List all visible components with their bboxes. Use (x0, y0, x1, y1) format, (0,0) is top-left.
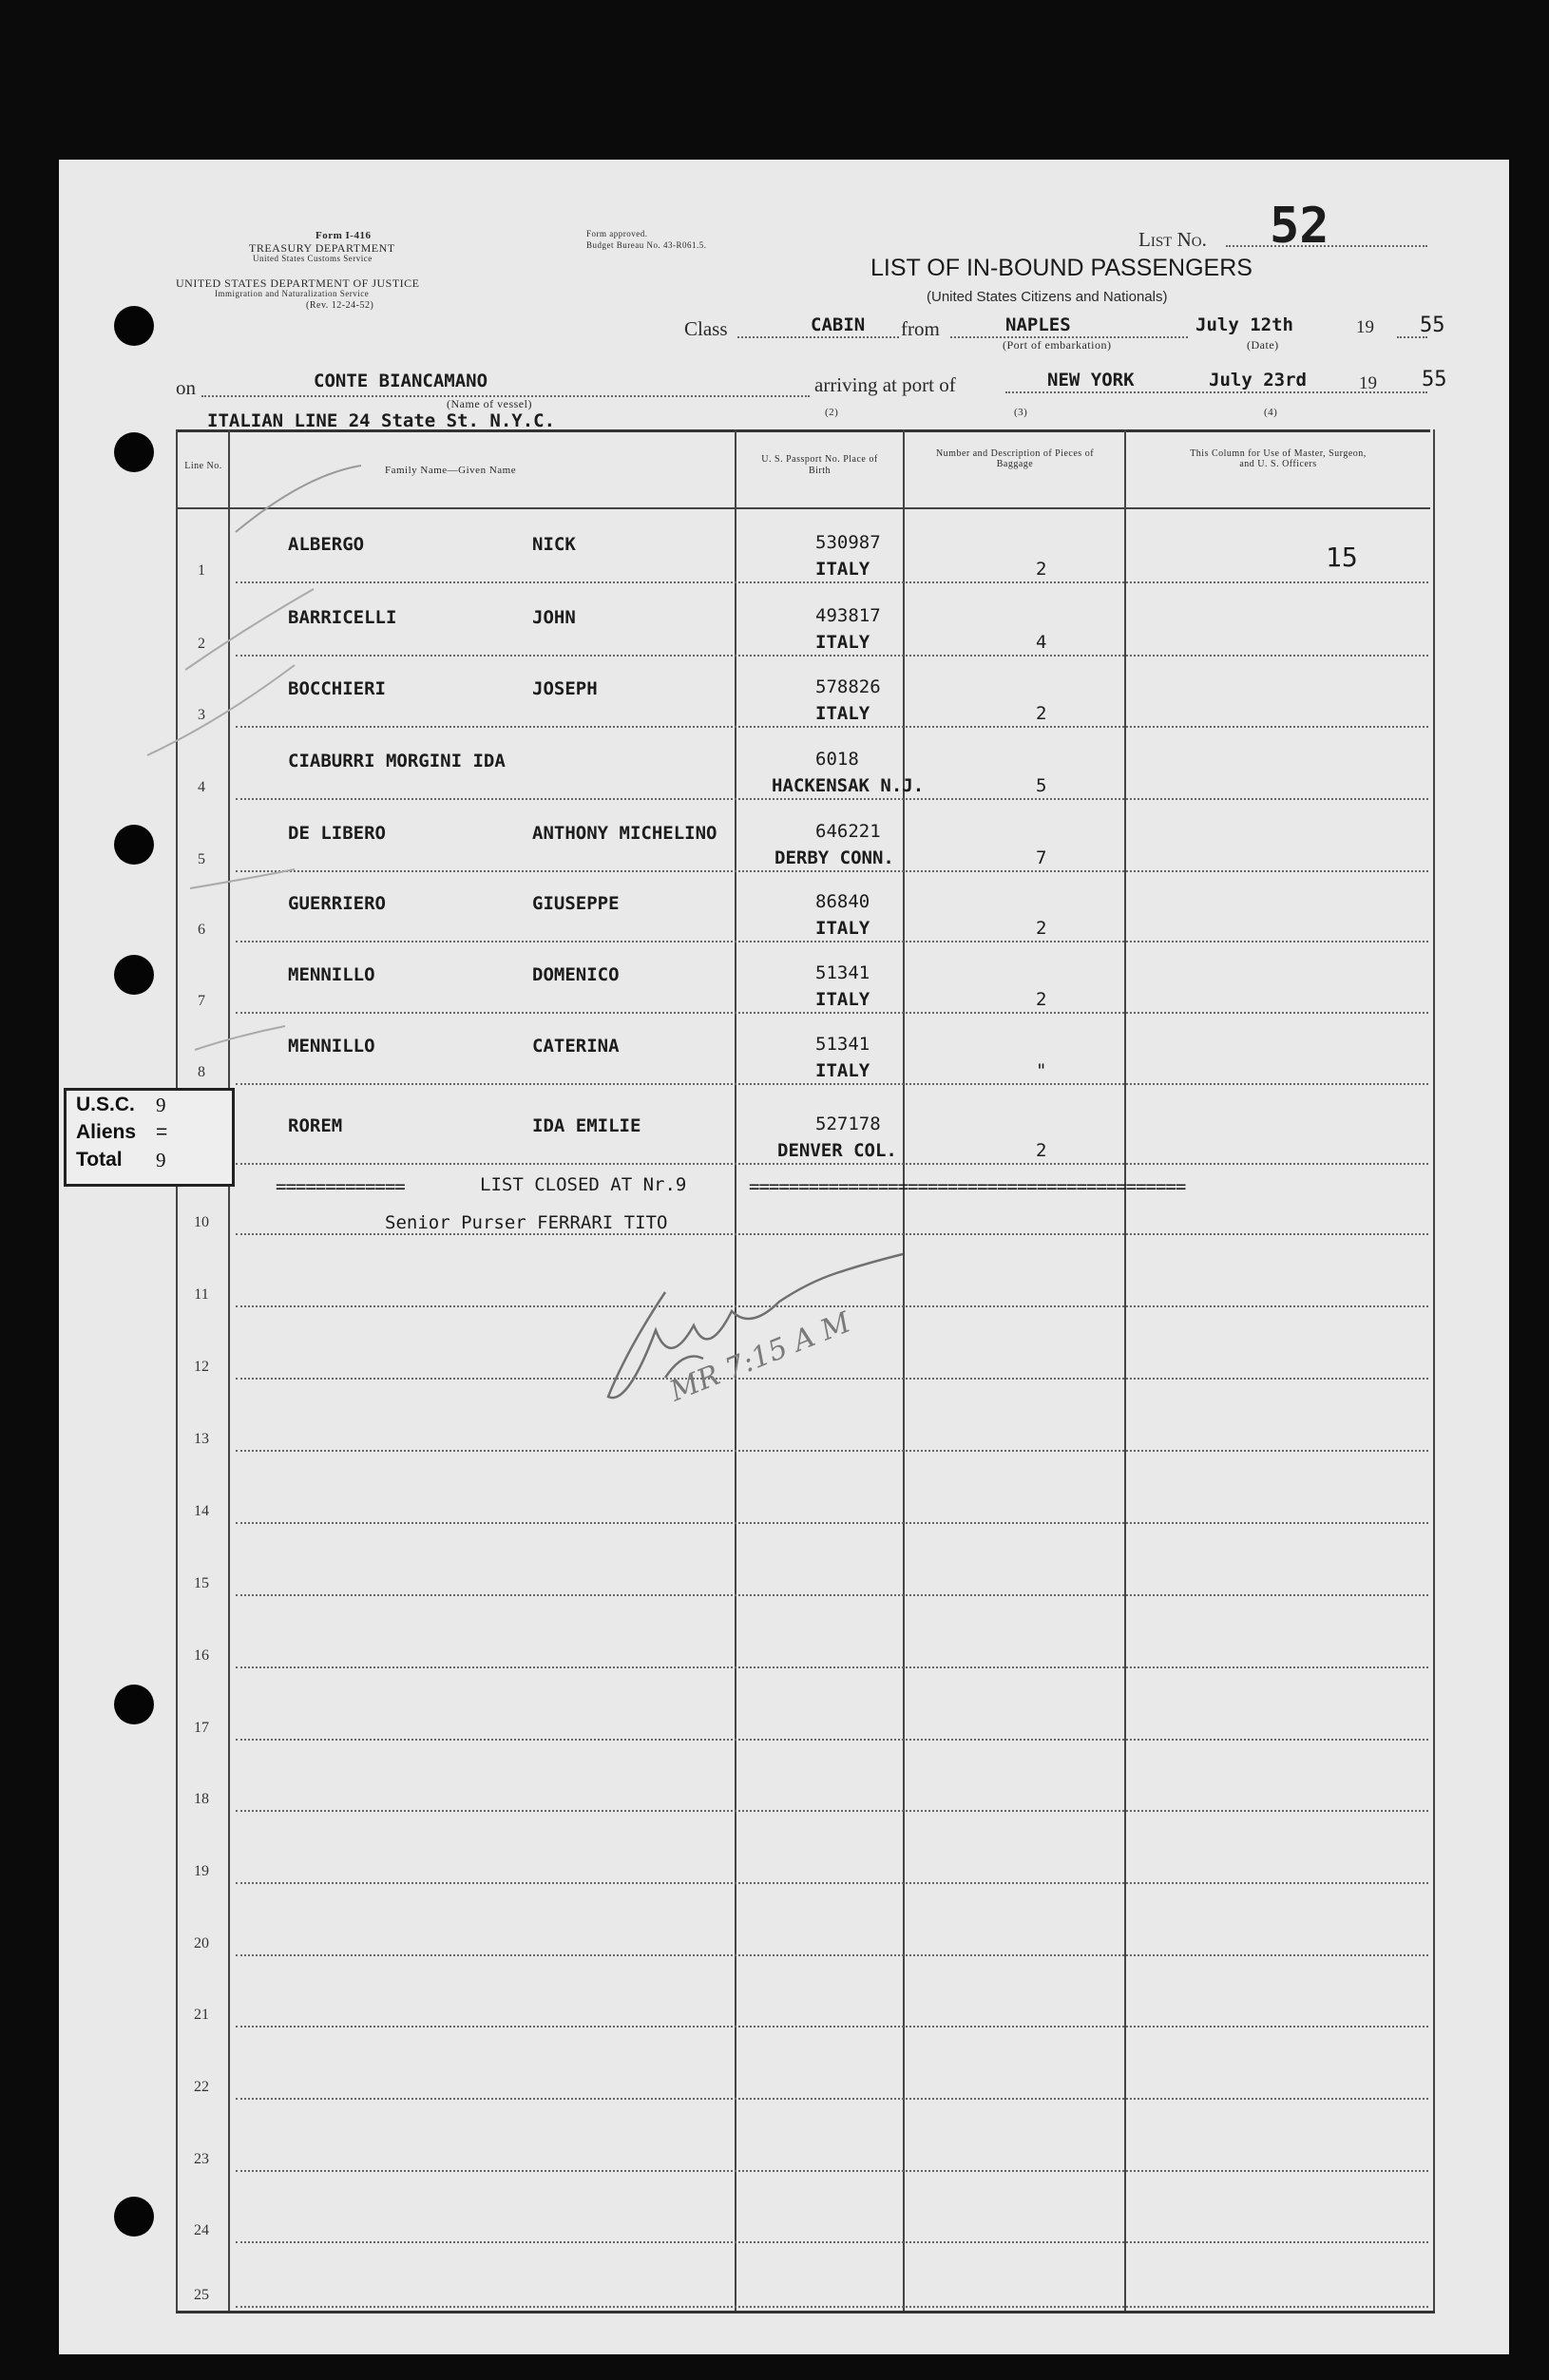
row-rule (236, 2241, 1428, 2243)
row-rule (236, 1594, 1428, 1596)
usc-label: U.S.C. (76, 1094, 135, 1115)
passenger-given-name: GIUSEPPE (532, 893, 620, 914)
binder-hole (114, 955, 154, 995)
line-number: 3 (198, 707, 205, 723)
embark-date: July 12th (1195, 314, 1293, 335)
row-rule (236, 1305, 1428, 1307)
form-number: Form I-416 (316, 230, 372, 241)
line-number: 18 (194, 1791, 209, 1807)
baggage-count: 2 (1036, 989, 1047, 1010)
customs-service: United States Customs Service (253, 254, 373, 263)
line-number: 7 (198, 993, 205, 1009)
passport-number: 51341 (815, 1034, 870, 1055)
passenger-family-name: MENNILLO (288, 1036, 375, 1057)
row-rule (236, 1522, 1428, 1524)
vessel-name: CONTE BIANCAMANO (314, 371, 488, 391)
header-baggage: Number and Description of Pieces of Baggage (935, 448, 1095, 469)
row-rule (236, 1882, 1428, 1884)
usc-count: 9 (156, 1094, 166, 1116)
line-number: 21 (194, 2007, 209, 2023)
line-number: 11 (194, 1286, 209, 1303)
class-value: CABIN (811, 314, 866, 335)
baggage-count: 4 (1036, 632, 1047, 653)
passport-number: 86840 (815, 891, 870, 912)
date-caption: (Date) (1247, 338, 1279, 352)
row-rule (236, 1083, 1428, 1085)
line-number: 1 (198, 562, 205, 579)
port-arrival: NEW YORK (1047, 370, 1135, 390)
total-label: Total (76, 1149, 123, 1171)
binder-hole (114, 2197, 154, 2237)
passport-number: 578826 (815, 676, 881, 697)
place-of-birth: DERBY CONN. (774, 847, 894, 868)
place-of-birth: ITALY (815, 559, 870, 580)
row-rule (236, 1954, 1428, 1956)
closing-rule-right: ============================================ (749, 1176, 1186, 1197)
line-number: 10 (194, 1214, 209, 1230)
place-of-birth: ITALY (815, 989, 870, 1010)
row-rule (236, 1378, 1428, 1380)
closing-rule-left: ============= (276, 1176, 405, 1197)
passenger-family-name: ALBERGO (288, 534, 365, 555)
passenger-given-name: IDA EMILIE (532, 1115, 641, 1136)
total-count: 9 (156, 1149, 166, 1171)
row-rule (236, 870, 1428, 872)
binder-hole (114, 825, 154, 865)
passport-number: 527178 (815, 1114, 881, 1134)
class-label: Class (684, 317, 728, 340)
line-number: 17 (194, 1720, 209, 1736)
totals-stamp (64, 1088, 235, 1187)
place-of-birth: ITALY (815, 703, 870, 724)
year-prefix-embark: 19 (1356, 317, 1374, 337)
baggage-count: 2 (1036, 1140, 1047, 1161)
table-right-border (1433, 429, 1435, 2311)
row-rule (236, 1739, 1428, 1741)
place-of-birth: ITALY (815, 918, 870, 939)
passenger-given-name: JOSEPH (532, 678, 598, 699)
class-underline (737, 336, 899, 338)
baggage-col-divider (1124, 429, 1126, 2311)
on-label: on (176, 376, 196, 399)
row-rule (236, 1666, 1428, 1668)
binder-hole (114, 1685, 154, 1724)
page-title: LIST OF IN-BOUND PASSENGERS (870, 255, 1253, 281)
passport-number: 530987 (815, 532, 881, 553)
arrival-date: July 23rd (1209, 370, 1307, 390)
passenger-family-name: BOCCHIERI (288, 678, 386, 699)
line-number: 23 (194, 2151, 209, 2167)
passport-number: 646221 (815, 821, 881, 842)
line-number: 22 (194, 2079, 209, 2095)
passenger-given-name: ANTHONY MICHELINO (532, 823, 717, 844)
line-number: 13 (194, 1431, 209, 1447)
line-number: 5 (198, 851, 205, 867)
embark-year: 55 (1420, 314, 1445, 337)
line-number: 19 (194, 1863, 209, 1879)
line-number: 2 (198, 636, 205, 652)
line-number: 15 (194, 1575, 209, 1591)
line-number: 12 (194, 1359, 209, 1375)
shipping-line: ITALIAN LINE 24 State St. N.Y.C. (207, 410, 556, 431)
place-of-birth: ITALY (815, 632, 870, 653)
passenger-given-name: DOMENICO (532, 964, 620, 985)
line-number: 25 (194, 2287, 209, 2303)
ins-service: Immigration and Naturalization Service (215, 289, 370, 298)
purser-name: Senior Purser FERRARI TITO (385, 1212, 668, 1233)
officer-note: 15 (1326, 542, 1358, 573)
passenger-given-name: NICK (532, 534, 576, 555)
passport-number: 6018 (815, 749, 859, 770)
arriving-label: arriving at port of (814, 373, 956, 396)
treasury-dept: TREASURY DEPARTMENT (249, 241, 395, 255)
passport-number: 51341 (815, 962, 870, 983)
line-number: 6 (198, 922, 205, 938)
row-rule (236, 1233, 1428, 1235)
passenger-family-name: CIABURRI MORGINI IDA (288, 751, 506, 771)
baggage-count: 2 (1036, 703, 1047, 724)
row-rule (236, 1810, 1428, 1812)
line-number: 4 (198, 779, 205, 795)
line-number: 20 (194, 1935, 209, 1952)
passenger-family-name: MENNILLO (288, 964, 375, 985)
row-rule (236, 2098, 1428, 2100)
passenger-family-name: GUERRIERO (288, 893, 386, 914)
table-top-rule (176, 429, 1430, 432)
place-of-birth: ITALY (815, 1060, 870, 1081)
passport-col-divider (903, 429, 905, 2311)
header-passport: U. S. Passport No. Place of Birth (761, 454, 878, 476)
header-officers: This Column for Use of Master, Surgeon, and U. S. Officers (1190, 448, 1367, 469)
row-rule (236, 2170, 1428, 2172)
passenger-family-name: BARRICELLI (288, 607, 397, 628)
header-name: Family Name—Given Name (385, 465, 517, 476)
from-label: from (901, 317, 940, 340)
row-rule (236, 726, 1428, 728)
revision: (Rev. 12-24-52) (306, 300, 374, 311)
passenger-family-name: ROREM (288, 1115, 343, 1136)
binder-hole (114, 306, 154, 346)
line-number: 24 (194, 2222, 209, 2238)
row-rule (236, 1012, 1428, 1014)
header-line-no: Line No. (184, 461, 222, 471)
place-of-birth: HACKENSAK N.J. (772, 775, 925, 796)
table-bottom-rule (176, 2311, 1435, 2313)
line-number: 14 (194, 1503, 209, 1519)
baggage-count: 2 (1036, 559, 1047, 580)
col-2-label: (2) (825, 407, 839, 418)
vessel-caption: (Name of vessel) (447, 397, 532, 410)
aliens-label: Aliens (76, 1121, 137, 1143)
header-bottom-rule (176, 507, 1430, 509)
arrival-year: 55 (1422, 368, 1447, 391)
line-number: 8 (198, 1064, 205, 1080)
row-rule (236, 2026, 1428, 2028)
embark-caption: (Port of embarkation) (1003, 338, 1112, 352)
line-number: 16 (194, 1647, 209, 1664)
list-no-label: List No. (1138, 228, 1207, 251)
baggage-count: 2 (1036, 918, 1047, 939)
row-rule (236, 655, 1428, 657)
list-closed-note: LIST CLOSED AT Nr.9 (480, 1174, 687, 1195)
col-4-label: (4) (1264, 407, 1278, 418)
col-3-label: (3) (1014, 407, 1028, 418)
time-annotation: MR 7:15 A M (665, 1305, 856, 1409)
row-rule (236, 941, 1428, 942)
row-rule (236, 1163, 1428, 1165)
row-rule (236, 1450, 1428, 1452)
form-approved: Form approved. (586, 229, 648, 238)
row-rule (236, 581, 1428, 583)
list-number: 52 (1270, 198, 1329, 255)
aliens-count: = (156, 1121, 168, 1143)
baggage-count: 5 (1036, 775, 1047, 796)
line-col-divider (228, 429, 230, 2311)
year-prefix-arrive: 19 (1359, 373, 1377, 393)
baggage-count: " (1036, 1060, 1047, 1081)
row-rule (236, 2306, 1428, 2308)
passenger-family-name: DE LIBERO (288, 823, 386, 844)
table-left-border (176, 429, 178, 2311)
justice-dept: UNITED STATES DEPARTMENT OF JUSTICE (176, 276, 420, 290)
passport-number: 493817 (815, 605, 881, 626)
place-of-birth: DENVER COL. (777, 1140, 897, 1161)
page-subtitle: (United States Citizens and Nationals) (927, 289, 1168, 305)
port-embarkation: NAPLES (1005, 314, 1071, 335)
passenger-given-name: JOHN (532, 607, 576, 628)
budget-bureau: Budget Bureau No. 43-R061.5. (586, 240, 707, 250)
baggage-count: 7 (1036, 847, 1047, 868)
passenger-given-name: CATERINA (532, 1036, 620, 1057)
row-rule (236, 798, 1428, 800)
binder-hole (114, 432, 154, 472)
